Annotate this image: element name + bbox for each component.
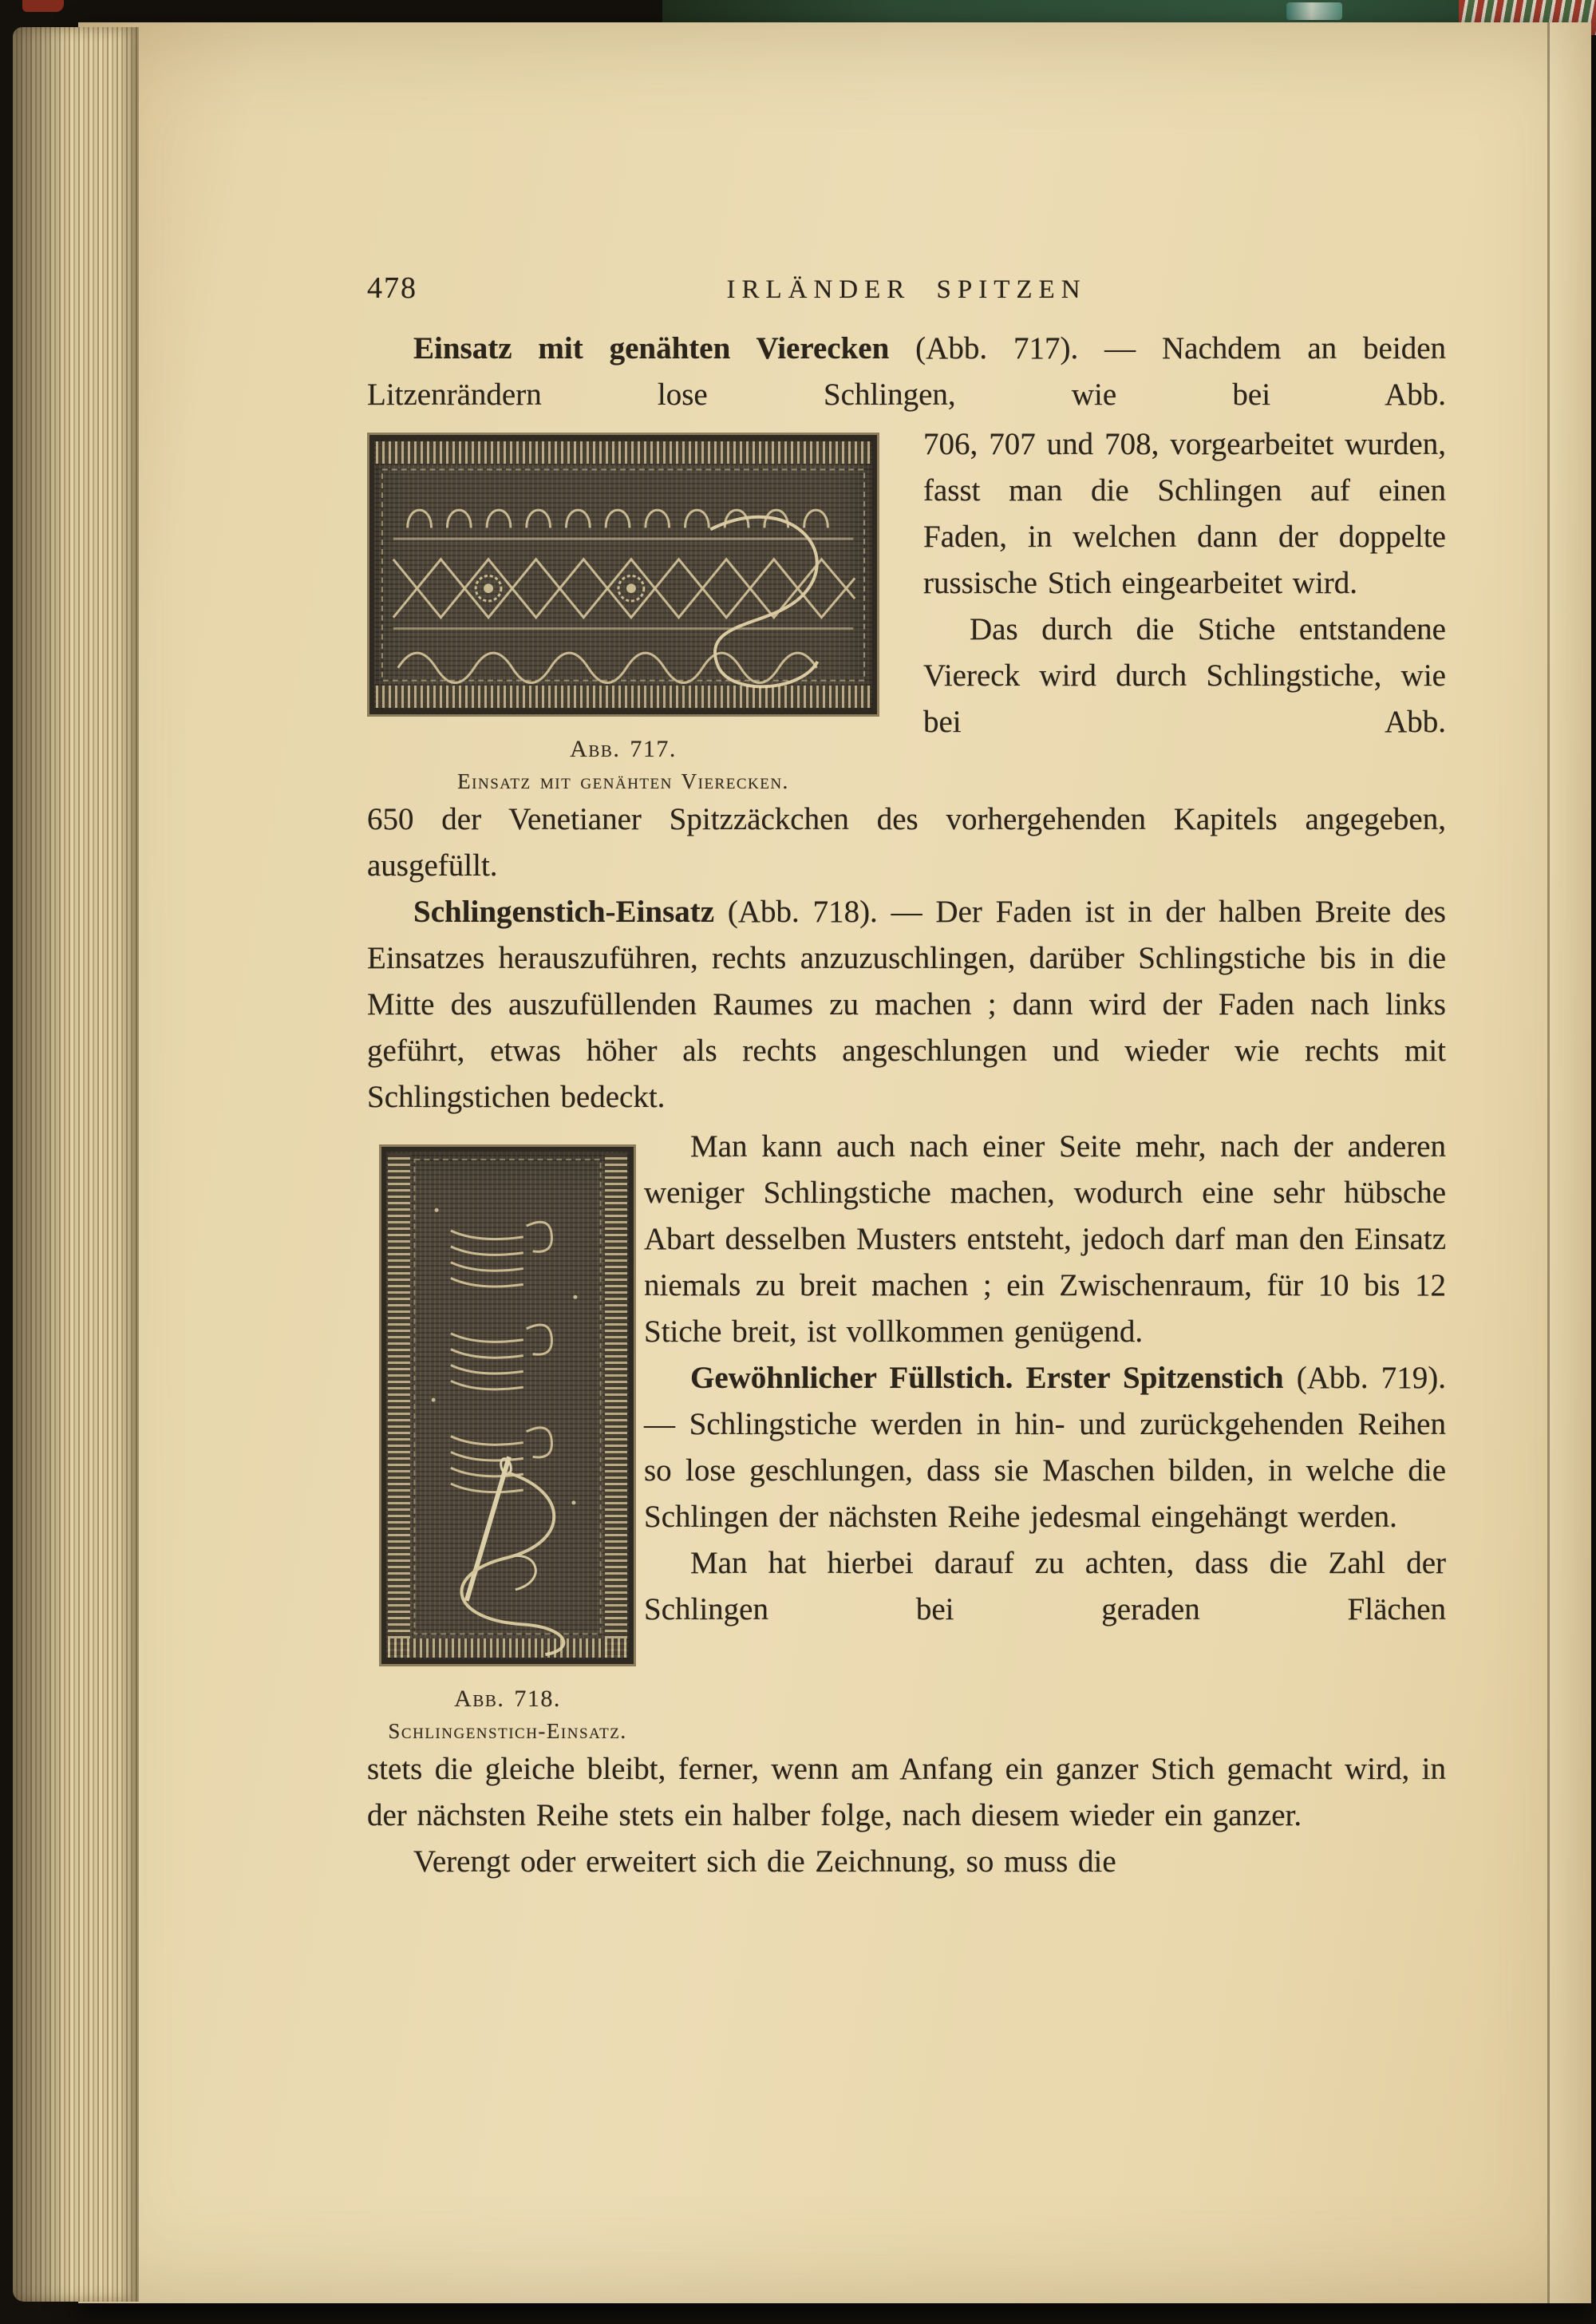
paragraph-7: Verengt oder erweitert sich die Zeichnung, so muss die: [413, 1844, 1116, 1879]
page-right-margin: [1550, 22, 1591, 2303]
paragraph-3: [367, 889, 1446, 1120]
cover-fleck: [1286, 2, 1342, 20]
red-edge-mark: [22, 0, 64, 12]
figure-717-image: [367, 433, 879, 717]
paragraph-1: [367, 326, 1446, 418]
page-stack-edge: [13, 27, 139, 2302]
figure-row-718: [367, 1124, 1446, 1746]
figure-718-caption-text: Schlingenstich-Einsatz.: [388, 1719, 627, 1743]
page-edge-line: [1547, 22, 1550, 2303]
page-number: 478: [367, 271, 417, 305]
figure-717-label: Abb. 717.: [570, 736, 677, 762]
lace-motif-717-svg: [369, 435, 877, 714]
figure-718-caption: [379, 1684, 636, 1746]
paragraph-1-continued: 706, 707 und 708, vorgearbeitet wurden, fasst man die Schlingen auf einen Faden, in welchen dann der doppelte russische Stich eingearbeitet wird.: [923, 427, 1446, 600]
figure-718-label: Abb. 718.: [454, 1686, 561, 1712]
paragraph-5-lead: Gewöhnlicher Füllstich. Erster Spitzenstich: [690, 1361, 1284, 1395]
figure-718-image: [379, 1144, 636, 1666]
paragraph-6-continued: stets die gleiche bleibt, ferner, wenn am Anfang ein ganzer Stich gemacht wird, in der nächsten Reihe stets ein halber folge, nach diesem wieder ein ganzer.: [367, 1752, 1446, 1832]
figure-717: [367, 421, 879, 796]
paragraph-2: Das durch die Stiche entstandene Viereck wird durch Schlingstiche, wie bei Abb.: [923, 612, 1446, 739]
paragraph-5: [644, 1355, 1446, 1540]
figure-717-caption: [367, 734, 879, 796]
paragraph-5-text: (Abb. 719). — Schlingstiche werden in hin- und zurückgehenden Reihen so lose geschlungen, dass sie Maschen bilden, in welche die Schlingen der nächsten Reihe jedesmal eingehängt werden.: [644, 1361, 1446, 1534]
paragraph-1-lead: Einsatz mit genähten Vierecken: [413, 331, 890, 366]
paragraph-4: Man kann auch nach einer Seite mehr, nach der anderen weniger Schlingstiche machen, wodurch eine sehr hübsche Abart desselben Musters entsteht, jedoch darf man den Einsatz niemals zu breit machen ; ein Zwischenraum, für 10 bis 12 Stiche breit, ist vollkommen genügend.: [644, 1129, 1446, 1349]
paragraph-6: Man hat hierbei darauf zu achten, dass die Zahl der Schlingen bei geraden Flächen: [644, 1546, 1446, 1626]
text-column-beside-718: [644, 1124, 1446, 1746]
figure-row-717: [367, 421, 1446, 796]
lace-motif-718-svg: [381, 1147, 634, 1664]
paragraph-1-text: (Abb. 717). — Nachdem an beiden Litzenrändern lose Schlingen, wie bei Abb.: [367, 331, 1447, 412]
book-page: [78, 22, 1591, 2303]
paragraph-3-lead: Schlingenstich-Einsatz: [413, 895, 715, 929]
figure-718: [379, 1124, 636, 1746]
paragraph-2-continued: 650 der Venetianer Spitzzäckchen des vorhergehenden Kapitels angegeben, ausgefüllt.: [367, 802, 1446, 883]
page-content: [367, 262, 1446, 1885]
page-header: [367, 262, 1446, 305]
paragraph-3-text: (Abb. 718). — Der Faden ist in der halben Breite des Einsatzes herauszuführen, rechts anzuzuschlingen, darüber Schlingstiche bis in die Mitte des auszufüllenden Raumes zu machen ; dann wird der Faden nach links geführt, etwas höher als rechts angeschlungen und wieder wie rechts mit Schlingstichen bedeckt.: [367, 895, 1446, 1114]
figure-717-caption-text: Einsatz mit genähten Vierecken.: [457, 769, 789, 793]
running-header: IRLÄNDER SPITZEN: [726, 275, 1087, 304]
text-column-beside-717: [923, 421, 1446, 796]
